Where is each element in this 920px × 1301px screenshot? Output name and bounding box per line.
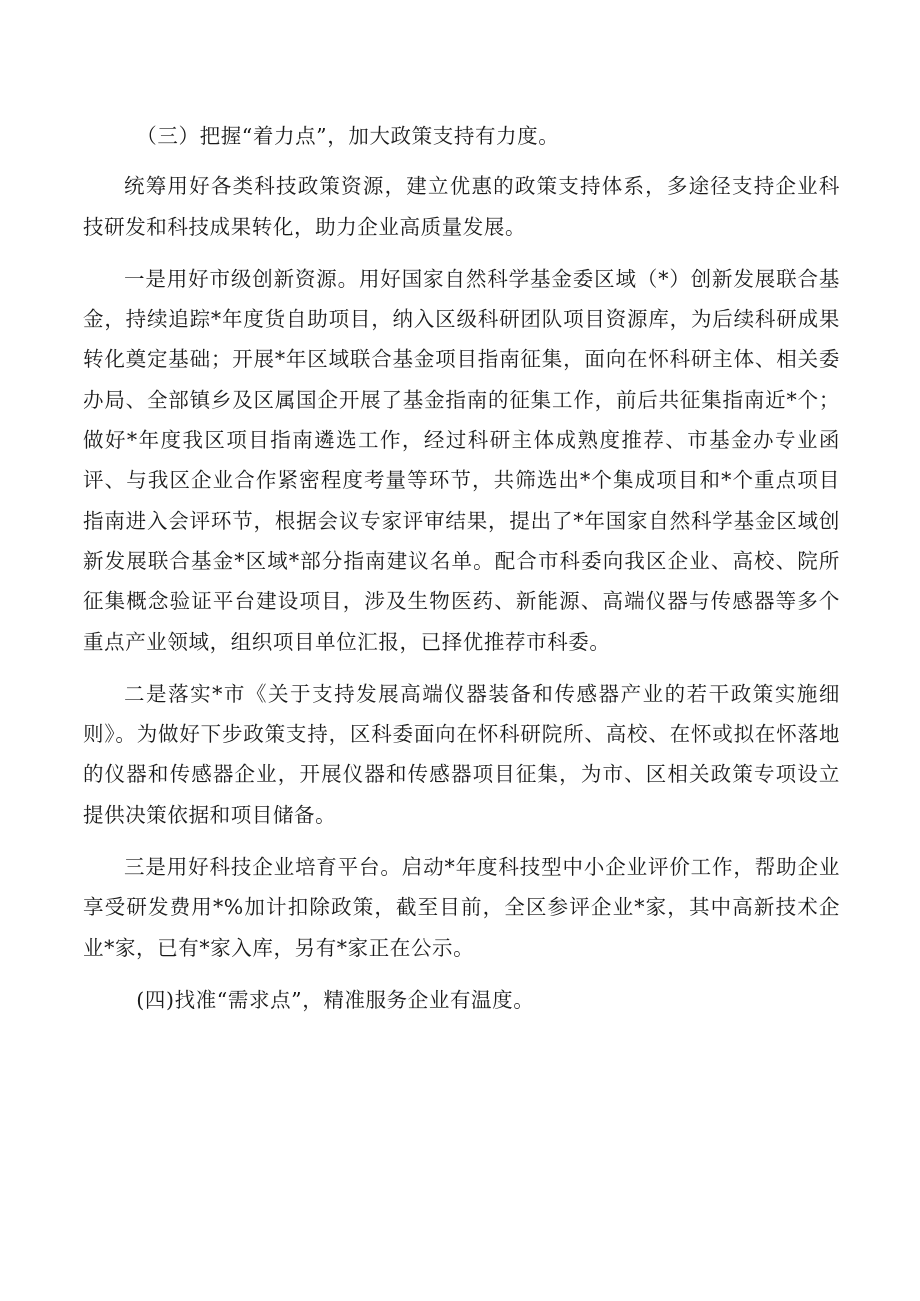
- section-heading-4: (四)找准“需求点”，精准服务企业有温度。: [136, 987, 535, 1012]
- intro-paragraph: 统筹用好各类科技政策资源，建立优惠的政策支持体系，多途径支持企业科技研发和科技成果转化，助力企业高质量发展。: [83, 174, 840, 239]
- section-heading-3: （三）把握“着力点”，加大政策支持有力度。: [136, 124, 560, 148]
- paragraph-enterprise-platform: 三是用好科技企业培育平台。启动*年度科技型中小企业评价工作，帮助企业享受研发费用*%加计扣除政策，截至目前，全区参评企业*家，其中高新技术企业*家，已有*家入库，另有*家正在公示。: [83, 855, 840, 960]
- paragraph-municipal-resources: 一是用好市级创新资源。用好国家自然科学基金委区域（*）创新发展联合基金，持续追踪*年度货自助项目，纳入区级科研团队项目资源库，为后续科研成果转化奠定基础；开展*年区域联合基金项目指南征集，面向在怀科研主体、相关委办局、全部镇乡及区属国企开展了基金指南的征集工作，前后共征集指南近*个；做好*年度我区项目指南遴选工作，经过科研主体成熟度推荐、市基金办专业函评、与我区企业合作紧密程度考量等环节，共筛选出*个集成项目和*个重点项目指南进入会评环节，根据会议专家评审结果，提出了*年国家自然科学基金区域创新发展联合基金*区域*部分指南建议名单。配合市科委向我区企业、高校、院所征集概念验证平台建设项目，涉及生物医药、新能源、高端仪器与传感器等多个重点产业领域，组织项目单位汇报，已择优推荐市科委。: [83, 266, 840, 654]
- paragraph-policy-implementation: 二是落实*市《关于支持发展高端仪器装备和传感器产业的若干政策实施细则》。为做好下步政策支持，区科委面向在怀科研院所、高校、在怀或拟在怀落地的仪器和传感器企业，开展仪器和传感器项目征集，为市、区相关政策专项设立提供决策依据和项目储备。: [83, 681, 840, 827]
